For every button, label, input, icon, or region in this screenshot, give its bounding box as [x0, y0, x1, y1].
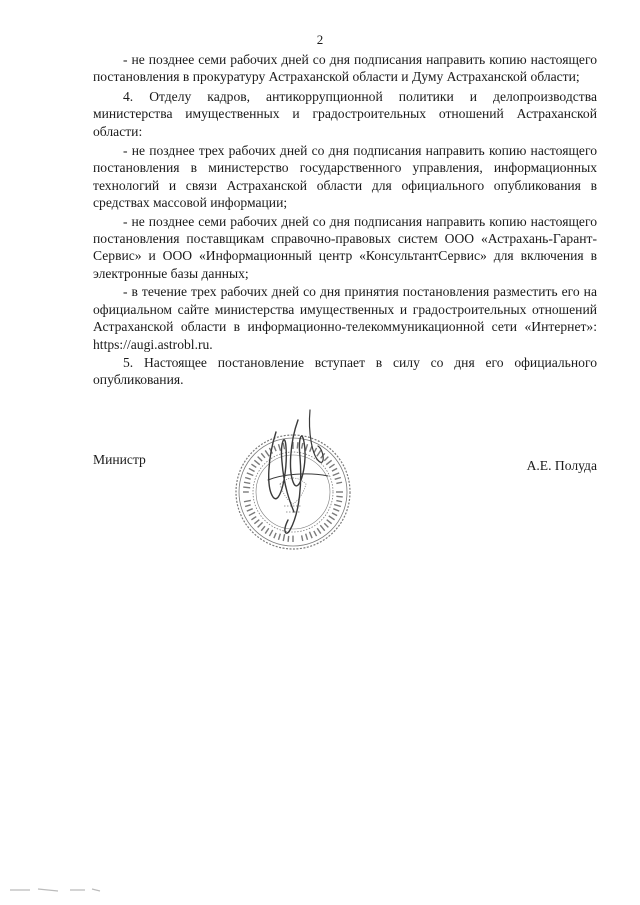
official-seal-with-signature: [228, 402, 358, 552]
paragraph-legal-systems-copy: - не позднее семи рабочих дней со дня подписания направить копию настоящего постановления поставщикам справочно-правовых систем ООО «Астрахань-Гарант-Сервис» и ООО «Информационный центр «КонсультантСервис» для включения в электронные базы данных;: [93, 213, 597, 281]
paragraph-publication-copy: - не позднее трех рабочих дней со дня подписания направить копию настоящего постановления в министерство государственного управления, информационных технологий и связи Астраханской области для официального опубликования в средствах массовой информации;: [93, 143, 597, 211]
signatory-position: Министр: [93, 452, 146, 467]
signatory-name: А.Е. Полуда: [526, 458, 597, 473]
paragraph-website-posting: - в течение трех рабочих дней со дня принятия постановления разместить его на официальном сайте министерства имущественных и градостроительных отношений Астраханской области в информационно-телекоммуникационной сети «Интернет»: https://augi.astrobl.ru.: [93, 284, 597, 352]
paragraph-item-5: 5. Настоящее постановление вступает в силу со дня его официального опубликования.: [93, 354, 597, 388]
page-number: 2: [316, 32, 324, 47]
scan-edge-mark: [10, 886, 110, 894]
paragraph-item-4: 4. Отделу кадров, антикоррупционной политики и делопроизводства министерства имущественных и градостроительных отношений Астраханской области:: [93, 88, 597, 139]
paragraph-prosecutor-copy: - не позднее семи рабочих дней со дня подписания направить копию настоящего постановления в прокуратуру Астраханской области и Думу Астраханской области;: [93, 52, 597, 85]
document-body: [93, 51, 597, 390]
